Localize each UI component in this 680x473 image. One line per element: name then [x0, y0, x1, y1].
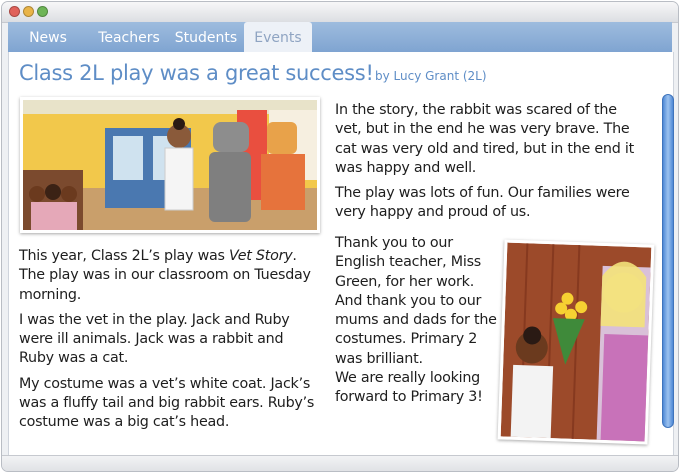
- play-title: Vet Story: [229, 248, 293, 264]
- tab-teachers[interactable]: Teachers: [98, 30, 160, 46]
- browser-window: [1, 1, 679, 472]
- paragraph: My costume was a vet’s white coat. Jack’s was a fluffy tail and big rabbit ears. Ruby’s costume was a big cat’s head.: [19, 375, 315, 431]
- flowers-illustration: [501, 243, 652, 442]
- paragraph: We are really looking forward to Primary 3!: [335, 370, 483, 406]
- article-title: Class 2L play was a great success!: [19, 61, 374, 85]
- play-scene-photo: [20, 97, 320, 233]
- article-right-column: [335, 101, 635, 223]
- article-page: [8, 52, 674, 455]
- vertical-scrollbar[interactable]: [662, 94, 674, 428]
- paragraph: In the story, the rabbit was scared of the vet, but in the end he was very brave. The cat was very old and tired, but in the end it was happy and well.: [335, 102, 634, 176]
- play-scene-illustration: [23, 100, 317, 230]
- paragraph: The play was lots of fun. Our families were very happy and proud of us.: [335, 185, 630, 221]
- paragraph: I was the vet in the play. Jack and Ruby were ill animals. Jack was a rabbit and Ruby was a cat.: [19, 311, 290, 367]
- text-segment: This year, Class 2L’s play was: [19, 248, 230, 264]
- text-segment: . The play was in our classroom on Tuesday morning.: [19, 248, 311, 303]
- tab-students[interactable]: Students: [174, 30, 238, 46]
- paragraph: Thank you to our English teacher, Miss Green, for her work. And thank you to our mums and dads for the costumes. Primary 2 was brilliant.: [335, 235, 497, 367]
- close-button[interactable]: [9, 6, 20, 17]
- tab-events[interactable]: Events: [244, 22, 312, 52]
- zoom-button[interactable]: [37, 6, 48, 17]
- status-bar: [2, 455, 678, 472]
- title-bar: [2, 2, 678, 23]
- tab-news[interactable]: News: [29, 30, 67, 46]
- tab-bar: [8, 22, 672, 52]
- article-left-column: [19, 247, 319, 433]
- paragraph: [19, 247, 319, 305]
- article-byline: by Lucy Grant (2L): [375, 69, 487, 83]
- flowers-photo: [498, 239, 655, 444]
- article-thanks-column: [335, 234, 501, 408]
- minimize-button[interactable]: [23, 6, 34, 17]
